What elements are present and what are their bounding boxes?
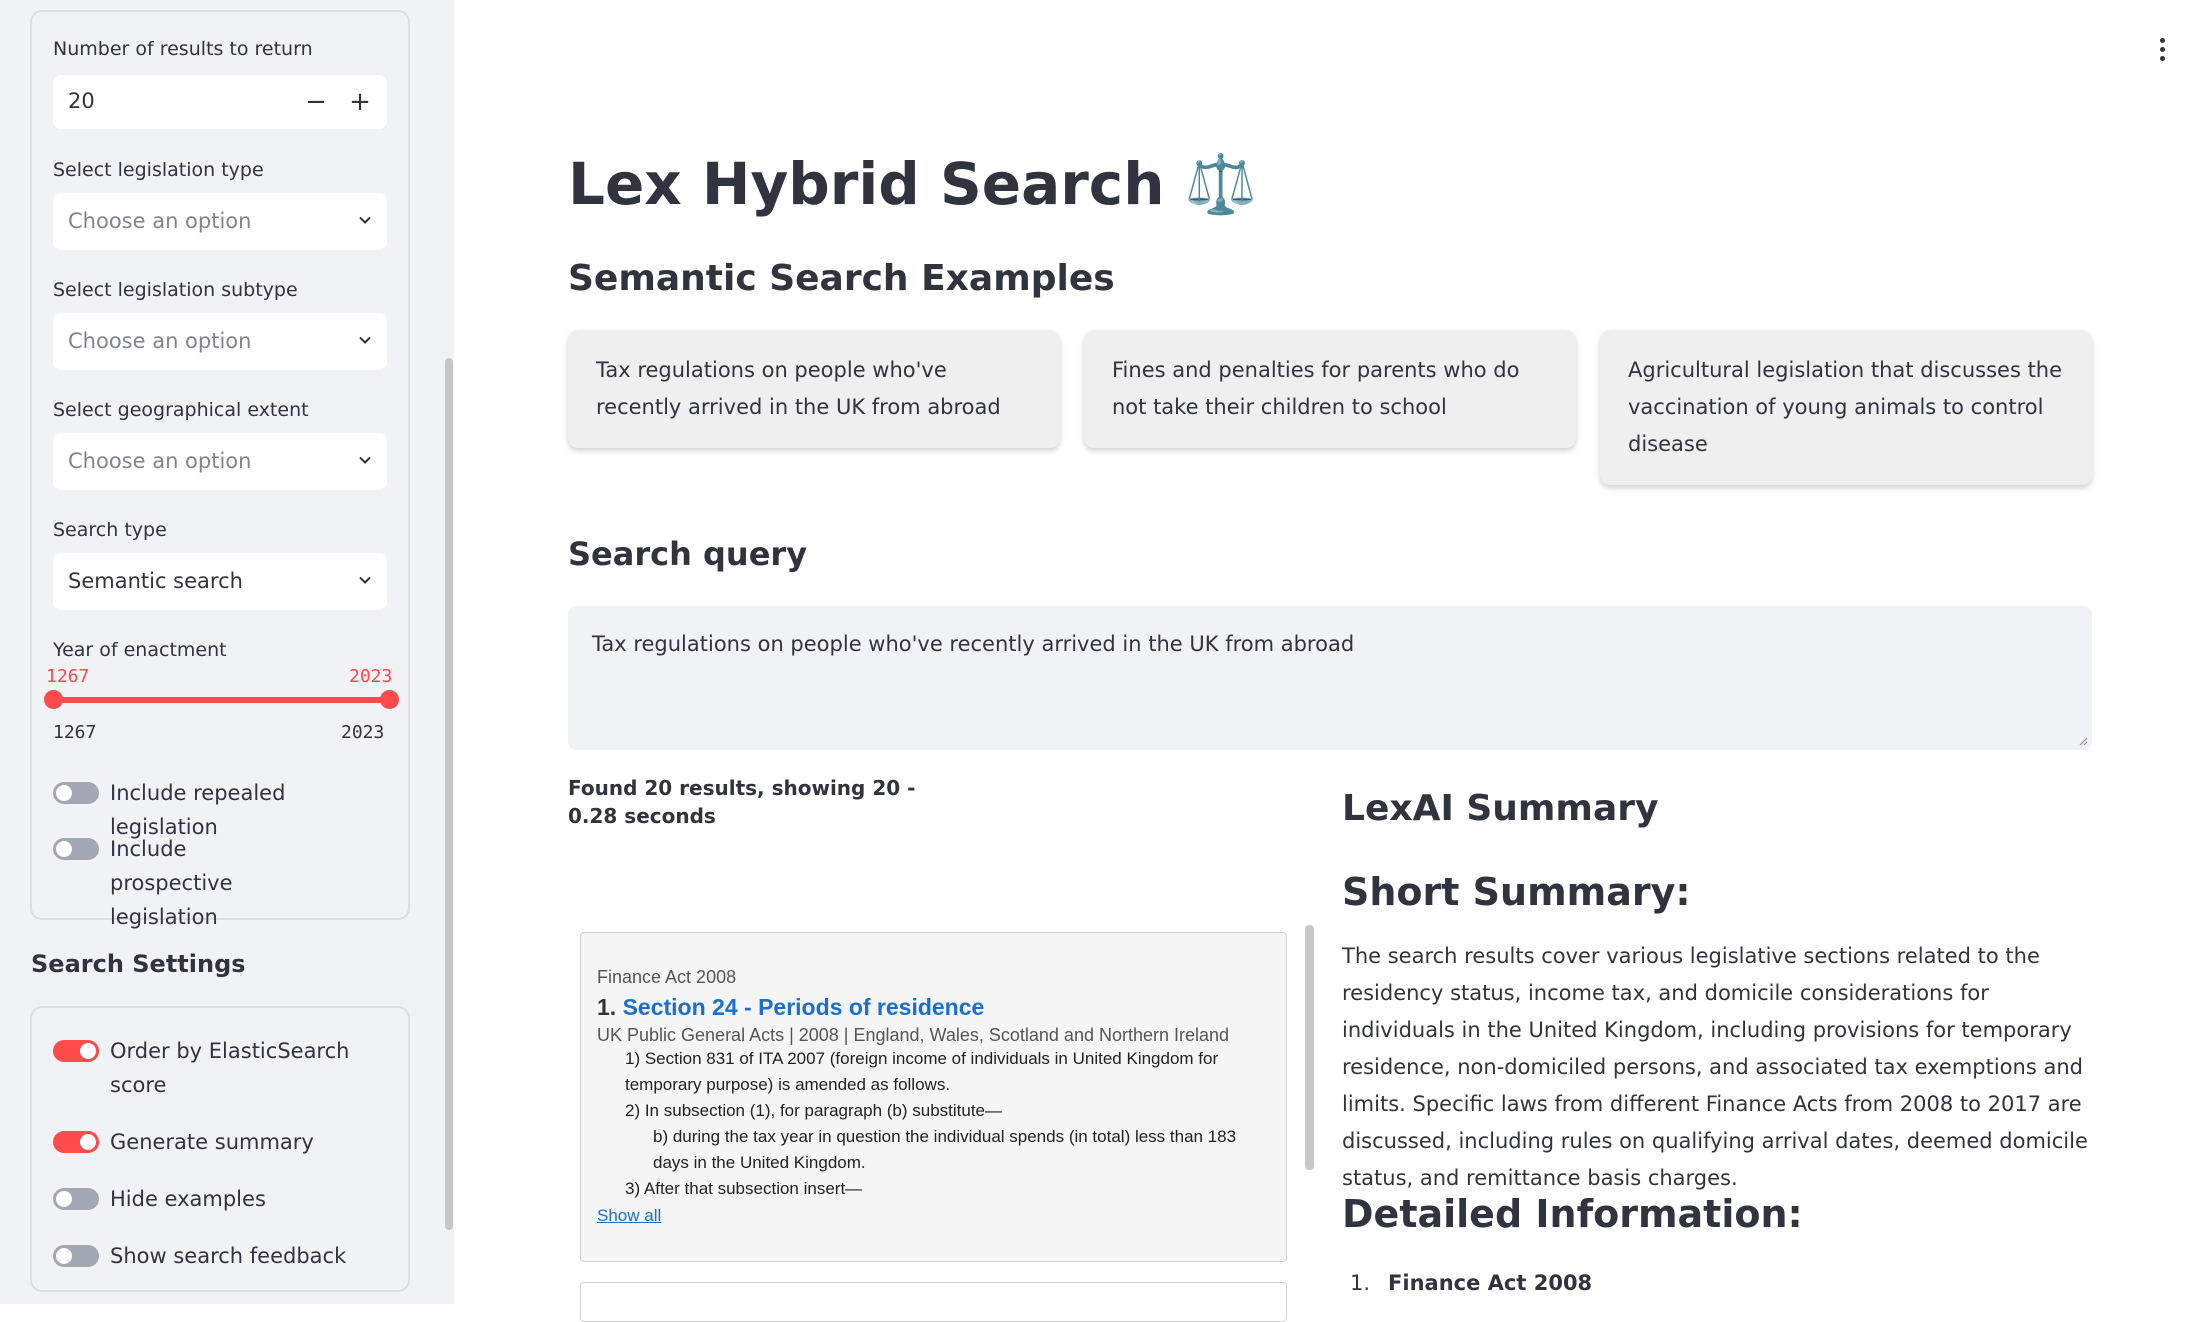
examples-heading: Semantic Search Examples [568, 258, 1115, 299]
generate-summary-label: Generate summary [110, 1130, 314, 1154]
detailed-item-text: Finance Act 2008 [1388, 1271, 1593, 1295]
geo-extent-select[interactable] [53, 433, 387, 490]
result-number: 1. [597, 994, 617, 1020]
toggle-knob [56, 1248, 72, 1264]
legislation-type-select[interactable] [53, 193, 387, 250]
year-max-tick: 2023 [341, 722, 385, 743]
page-title-text: Lex Hybrid Search [568, 150, 1165, 218]
year-low-value: 1267 [46, 666, 90, 687]
search-type-value: Semantic search [68, 569, 243, 593]
sidebar-scrollbar[interactable] [445, 358, 453, 1230]
decrement-button[interactable]: − [305, 87, 327, 117]
chevron-down-icon [359, 454, 371, 466]
year-slider-high-handle[interactable] [380, 690, 399, 709]
show-all-link[interactable]: Show all [597, 1206, 662, 1225]
query-heading: Search query [568, 535, 808, 573]
legislation-subtype-select[interactable] [53, 313, 387, 370]
geo-extent-placeholder: Choose an option [68, 449, 252, 473]
result-title-link[interactable]: Section 24 - Periods of residence [622, 994, 985, 1020]
include-repealed-toggle[interactable] [53, 782, 99, 804]
legislation-type-label: Select legislation type [53, 159, 264, 181]
order-by-score-toggle[interactable] [53, 1040, 99, 1062]
num-results-input[interactable] [53, 75, 387, 129]
short-summary-heading: Short Summary: [1342, 870, 1691, 914]
chevron-down-icon [359, 574, 371, 586]
show-feedback-label: Show search feedback [110, 1244, 347, 1268]
example-card[interactable]: Fines and penalties for parents who do not take their children to school [1084, 330, 1576, 448]
legislation-subtype-label: Select legislation subtype [53, 279, 298, 301]
legislation-subtype-placeholder: Choose an option [68, 329, 252, 353]
hide-examples-toggle[interactable] [53, 1188, 99, 1210]
resize-handle-icon[interactable] [2078, 736, 2088, 746]
scales-icon: ⚖️ [1184, 150, 1257, 218]
result-card [580, 1282, 1287, 1322]
chevron-down-icon [359, 214, 371, 226]
example-card[interactable]: Agricultural legislation that discusses the vaccination of young animals to control disease [1600, 330, 2092, 485]
toggle-knob [56, 1191, 72, 1207]
chevron-down-icon [359, 334, 371, 346]
toggle-knob [56, 841, 72, 857]
search-query-value[interactable]: Tax regulations on people who've recently arrived in the UK from abroad [592, 632, 1355, 656]
hide-examples-label: Hide examples [110, 1187, 266, 1211]
include-prospective-label: Include prospective legislation [110, 837, 233, 929]
toggle-knob [80, 1043, 96, 1059]
result-text-line: b) during the tax year in question the individual spends (in total) less than 183 days in the United Kingdom. [653, 1127, 1237, 1172]
result-text-line: 1) Section 831 of ITA 2007 (foreign income of individuals in United Kingdom for temporary purpose) is amended as follows. [625, 1049, 1219, 1094]
result-card [580, 932, 1287, 1262]
year-min-tick: 1267 [53, 722, 97, 743]
generate-summary-toggle[interactable] [53, 1131, 99, 1153]
geo-extent-label: Select geographical extent [53, 399, 309, 421]
result-title [597, 994, 1270, 1021]
sidebar [0, 0, 454, 1304]
year-slider-low-handle[interactable] [44, 690, 63, 709]
include-prospective-toggle[interactable] [53, 838, 99, 860]
search-type-select[interactable] [53, 553, 387, 610]
detailed-info-heading: Detailed Information: [1342, 1192, 1803, 1236]
order-by-score-label: Order by ElasticSearch score [110, 1039, 350, 1097]
show-feedback-toggle[interactable] [53, 1245, 99, 1267]
search-type-label: Search type [53, 519, 167, 541]
toggle-knob [56, 785, 72, 801]
legislation-type-placeholder: Choose an option [68, 209, 252, 233]
num-results-value[interactable]: 20 [68, 89, 95, 113]
results-count: Found 20 results, showing 20 - 0.28 seconds [568, 776, 916, 828]
result-act: Finance Act 2008 [597, 967, 737, 987]
include-repealed-label: Include repealed legislation [110, 781, 286, 839]
search-settings-heading: Search Settings [31, 950, 246, 978]
summary-heading: LexAI Summary [1342, 788, 1659, 829]
page-title [568, 150, 1257, 219]
num-results-label: Number of results to return [53, 38, 313, 60]
short-summary-text: The search results cover various legislative sections related to the residency status, income tax, and domicile considerations for individuals in the United Kingdom, including provisions for temporary residence, non-domiciled persons, and associated tax exemptions and limits. Specific laws from different Finance Acts from 2008 to 2017 are discussed, including rules on qualifying arrival dates, deemed domicile status, and remittance basis charges. [1342, 944, 2088, 1190]
result-text-line: 2) In subsection (1), for paragraph (b) substitute— [625, 1101, 1003, 1120]
detailed-item-number: 1. [1350, 1271, 1371, 1295]
year-label: Year of enactment [53, 639, 227, 661]
more-menu-icon[interactable] [2160, 38, 2166, 65]
increment-button[interactable]: + [349, 87, 371, 117]
result-text-line: 3) After that subsection insert— [625, 1179, 863, 1198]
search-query-input[interactable] [568, 606, 2092, 750]
year-high-value: 2023 [349, 666, 393, 687]
toggle-knob [80, 1134, 96, 1150]
results-scrollbar[interactable] [1305, 925, 1314, 1170]
detailed-list-item [1350, 1271, 1592, 1295]
example-card[interactable]: Tax regulations on people who've recently arrived in the UK from abroad [568, 330, 1060, 448]
result-meta: UK Public General Acts | 2008 | England, Wales, Scotland and Northern Ireland [597, 1025, 1230, 1045]
year-slider-track[interactable] [53, 697, 387, 703]
